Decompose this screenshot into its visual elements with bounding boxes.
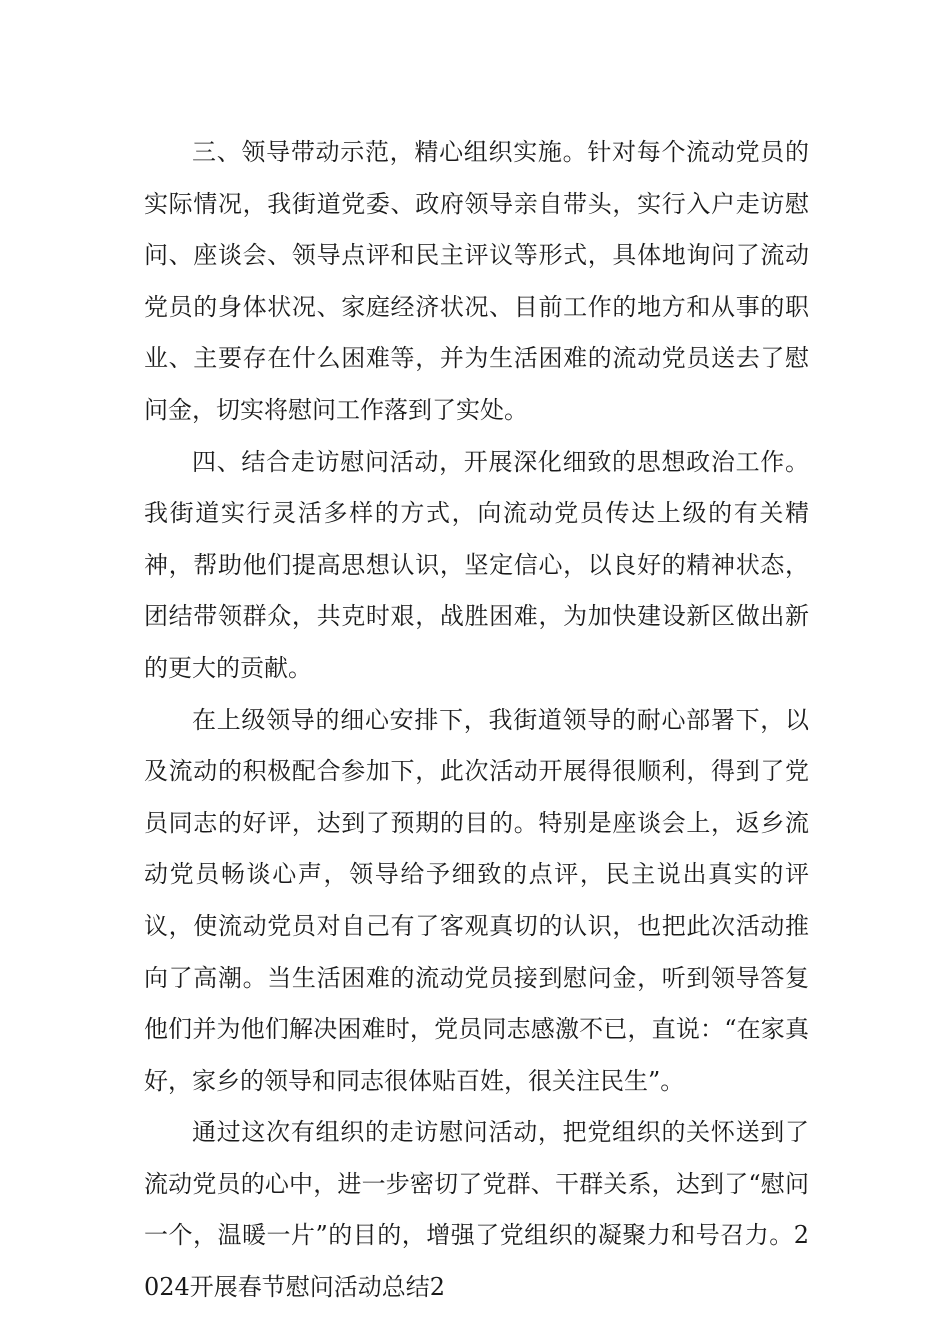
paragraph-activity-results: 在上级领导的细心安排下，我街道领导的耐心部署下，以及流动的积极配合参加下，此次活动开展得很顺利，得到了党员同志的好评，达到了预期的目的。特别是座谈会上，返乡流动党员畅谈心声，领导给予细致的点评，民主说出真实的评议，使流动党员对自己有了客观真切的认识，也把此次活动推向了高潮。当生活困难的流动党员接到慰问金，听到领导答复他们并为他们解决困难时，党员同志感激不已，直说：“在家真好，家乡的领导和同志很体贴百姓，很关注民生”。 — [144, 705, 809, 1095]
paragraph-political-work: 四、结合走访慰问活动，开展深化细致的思想政治工作。我街道实行灵活多样的方式，向流动党员传达上级的有关精神，帮助他们提高思想认识，坚定信心，以良好的精神状态，团结带领群众，共克时艰，战胜困难，为加快建设新区做出新的更大的贡献。 — [144, 447, 809, 682]
paragraph-leadership-demonstration: 三、领导带动示范，精心组织实施。针对每个流动党员的实际情况，我街道党委、政府领导亲自带头，实行入户走访慰问、座谈会、领导点评和民主评议等形式，具体地询问了流动党员的身体状况、家庭经济状况、目前工作的地方和从事的职业、主要存在什么困难等，并为生活困难的流动党员送去了慰问金，切实将慰问工作落到了实处。 — [144, 138, 809, 424]
document-body — [144, 127, 809, 1314]
paragraph-conclusion: 通过这次有组织的走访慰问活动，把党组织的关怀送到了流动党员的心中，进一步密切了党群、干群关系，达到了“慰问一个，温暖一片”的目的，增强了党组织的凝聚力和号召力。2024开展春节慰问活动总结2 — [144, 1118, 809, 1302]
